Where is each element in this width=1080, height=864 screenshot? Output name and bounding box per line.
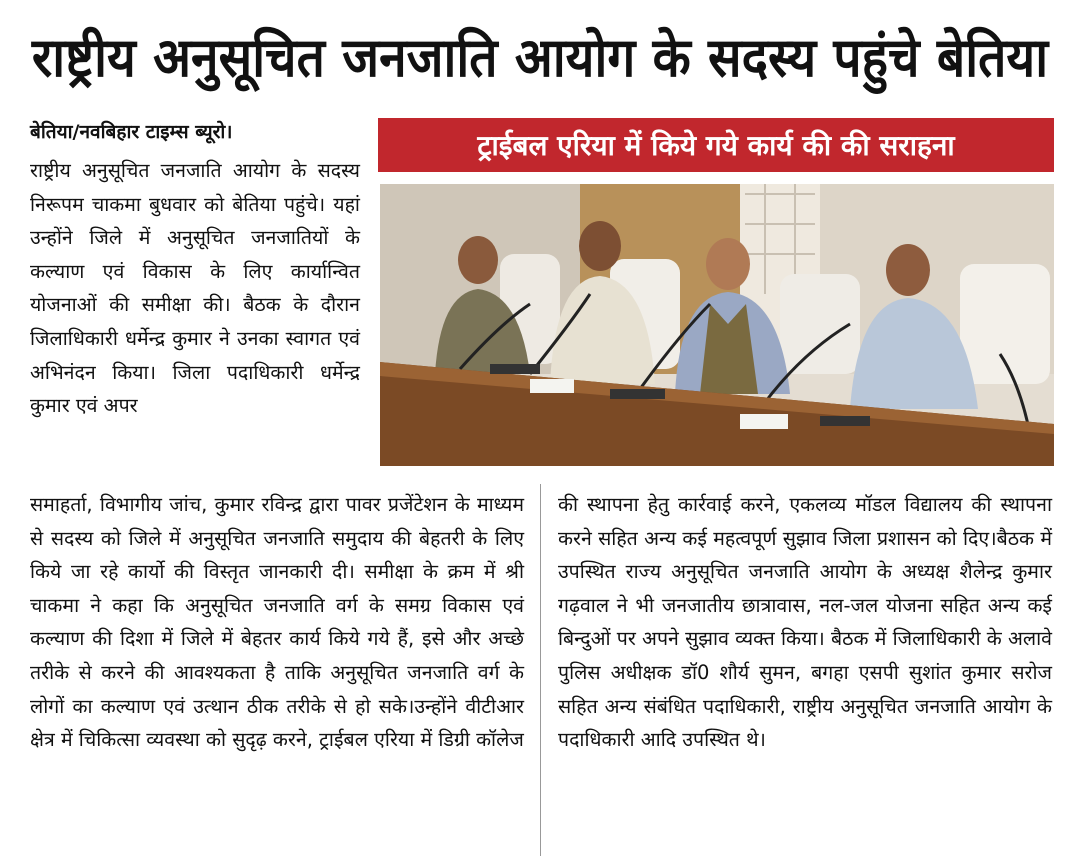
subheadline-banner: ट्राईबल एरिया में किये गये कार्य की की सराहना: [378, 118, 1054, 172]
article-text: समाहर्ता, विभागीय जांच, कुमार रविन्द्र द्वारा पावर प्रजेंटेशन के माध्यम से सदस्य को जिले में अनुसूचित जनजाति समुदाय की बेहतरी के लिए किये जा रहे कार्यो की विस्तृत जानकारी दी। समीक्षा के क्रम में श्री चाकमा ने कहा कि अनुसूचित जनजाति वर्ग के समग्र विकास एवं कल्याण की दिशा में जिले में बेहतर कार्य किये गये हैं, इसे और अच्छे तरीके से करने की आवश्यकता है ताकि अनुसूचित जनजाति वर्ग के लोगों का कल्याण एवं उत्थान ठीक तरीके से हो सके।उन्होंने वीटीआर क्षेत्र में चिकित्सा व्यवस्था को सुदृढ़ करने, ट्राईबल एरिया में डिग्री कॉलेज: [30, 493, 524, 752]
column-divider: [540, 484, 541, 856]
article-paragraph-3: [558, 488, 1052, 757]
article-paragraph-2: [30, 488, 524, 757]
meeting-photo-illustration: [380, 184, 1054, 466]
article-text: राष्ट्रीय अनुसूचित जनजाति आयोग के सदस्य निरूपम चाकमा बुधवार को बेतिया पहुंचे। यहां उन्होंने जिले में अनुसूचित जनजातियों के कल्याण एवं विकास के लिए कार्यान्वित योजनाओं की समीक्षा की। बैठक के दौरान जिलाधिकारी धर्मेन्द्र कुमार ने उनका स्वागत एवं अभिनंदन किया। जिला पदाधिकारी धर्मेन्द्र कुमार एवं अपर: [30, 159, 360, 418]
byline: बेतिया/नवबिहार टाइम्स ब्यूरो।: [30, 121, 233, 143]
article-text: की स्थापना हेतु कार्रवाई करने, एकलव्य मॉडल विद्यालय की स्थापना करने सहित अन्य कई महत्वपूर्ण सुझाव जिला प्रशासन को दिए।बैठक में उपस्थित राज्य अनुसूचित जनजाति आयोग के अध्यक्ष शैलेन्द्र कुमार गढ़वाल ने भी जनजातीय छात्रावास, नल-जल योजना सहित अन्य कई बिन्दुओं पर अपने सुझाव व्यक्त किया। बैठक में जिलाधिकारी के अलावे पुलिस अधीक्षक डॉ0 शौर्य सुमन, बगहा एसपी सुशांत कुमार सरोज सहित अन्य संबंधित पदाधिकारी, राष्ट्रीय अनुसूचित जनजाति आयोग के पदाधिकारी आदि उपस्थित थे।: [558, 493, 1052, 752]
article-paragraph-1: [30, 154, 360, 423]
meeting-photo: [380, 184, 1054, 466]
headline: राष्ट्रीय अनुसूचित जनजाति आयोग के सदस्य पहुंचे बेतिया: [31, 26, 1049, 89]
